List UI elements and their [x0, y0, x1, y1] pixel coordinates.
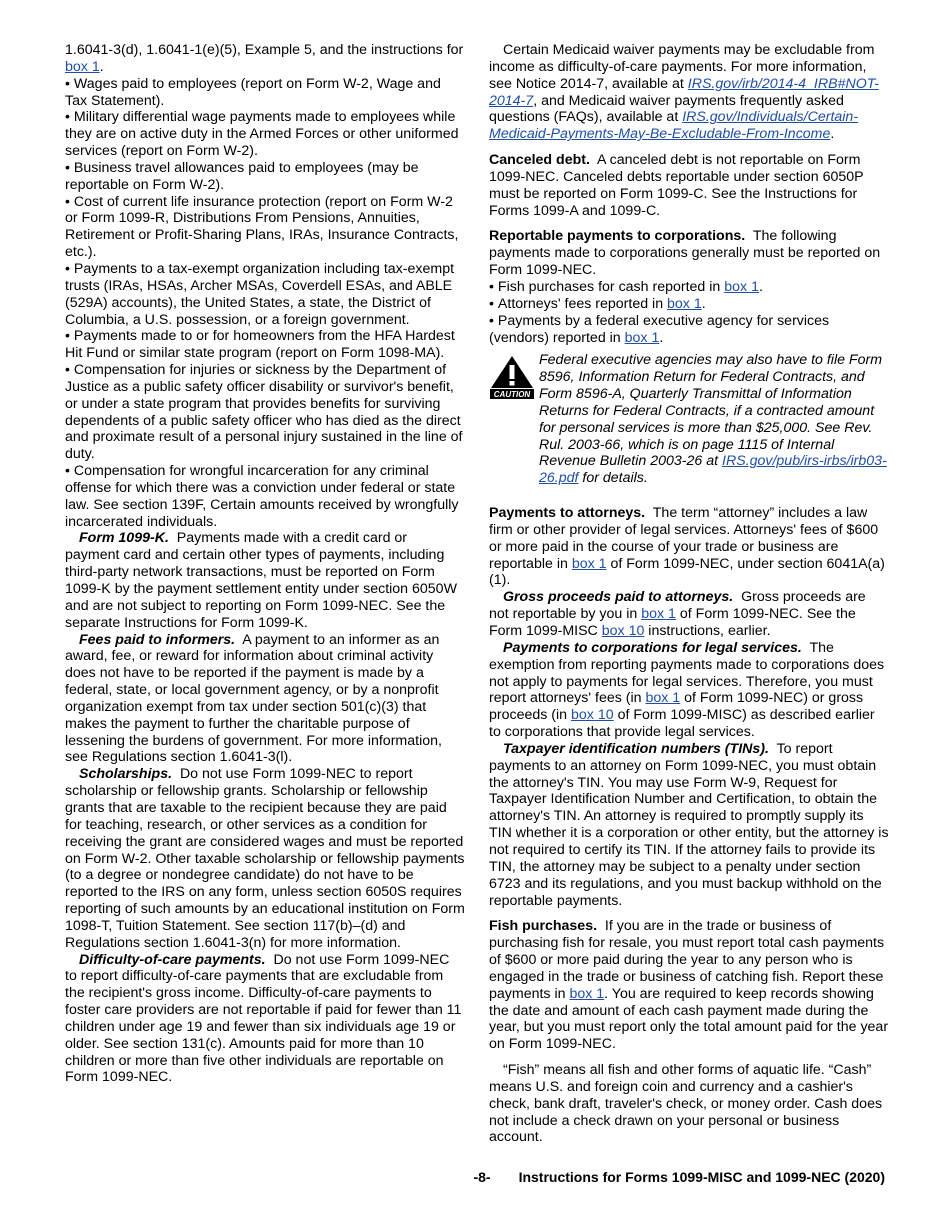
- attorneys-heading: Payments to attorneys.: [489, 505, 646, 522]
- page-footer: [473, 1169, 885, 1185]
- right-column: [489, 42, 889, 1146]
- form-1099k-paragraph: Form 1099-K. Payments made with a credit card or payment card and certain other types of payments, including third-party network transactions, must be reported on Form 1099-K by the payment settlement entity under section 6050W and are not subject to reporting on Form 1099-NEC. See the separate Instructions for Form 1099-K.: [65, 530, 457, 631]
- box-1-link[interactable]: box 1: [624, 329, 660, 346]
- scholarships-heading: Scholarships.: [79, 766, 173, 783]
- left-column: [65, 42, 465, 1086]
- box-1-link[interactable]: box 1: [645, 690, 681, 707]
- box-1-link[interactable]: box 1: [65, 58, 100, 75]
- page-number: -8-: [473, 1169, 491, 1185]
- bullet-item: • Business travel allowances paid to employees (may be reportable on Form W-2).: [65, 160, 465, 194]
- canceled-debt-heading: Canceled debt.: [489, 152, 590, 169]
- legal-services-paragraph: Payments to corporations for legal services. The exemption from reporting payments made to corporations does not apply to payments for legal services. Therefore, you must report attorneys' fees (in box 1 of Form 1099-NEC) or gross proceeds (in box 10 of Form 1099-MISC) as described earlier to corporations that provide legal services.: [489, 639, 885, 741]
- fish-purchases-paragraph: Fish purchases. If you are in the trade or business of purchasing fish for resale, you must report total cash payments of $600 or more paid during the year to any person who is engaged in the trade or business of catching fish. Report these payments in box 1. You are required to keep records showing the date and amount of each cash payment made during the year, but you must report only the total amount paid for the year on Form 1099-NEC.: [489, 918, 889, 1053]
- medicaid-faq-link[interactable]: IRS.gov/Individuals/Certain-Medicaid-Payments-May-Be-Excludable-From-Income: [489, 109, 859, 143]
- reportable-payments-paragraph: Reportable payments to corporations. The following payments made to corporations generally must be reported on Form 1099-NEC.: [489, 228, 881, 279]
- caution-note: CAUTION Federal executive agencies may also have to file Form 8596, Information Return for Federal Contracts, and Form 8596-A, Quarterly Transmittal of Information Returns for Federal Contracts, if a contracted amount for personal services is more than $25,000. See Rev. Rul. 2003-66, which is on page 1115 of Internal Revenue Bulletin 2003-26 at IRS.gov/pub/irs-irbs/irb03-26.pdf for details.: [489, 352, 889, 487]
- box-1-link[interactable]: box 1: [667, 295, 702, 312]
- box-1-link[interactable]: box 1: [571, 555, 607, 572]
- informers-heading: Fees paid to informers.: [79, 631, 236, 648]
- medicaid-paragraph: Certain Medicaid waiver payments may be excludable from income as difficulty-of-care payments. For more information, see Notice 2014-7, available at IRS.gov/irb/2014-4_IRB#NOT-2014-7, and Medicaid waiver payments frequently asked questions (FAQs), available at IRS.gov/Individuals/Certain-Medicaid-Payments-May-Be-Excludable-From-Income.: [489, 42, 879, 143]
- caution-label: CAUTION: [493, 390, 531, 400]
- bullet-item: • Payments by a federal executive agency for services (vendors) reported in box 1.: [489, 313, 889, 347]
- intro-paragraph: 1.6041-3(d), 1.6041-1(e)(5), Example 5, and the instructions for box 1.: [65, 42, 464, 75]
- difficulty-of-care-paragraph: Difficulty-of-care payments. Do not use Form 1099-NEC to report difficulty-of-care payments that are excludable from the recipient's gross income. Difficulty-of-care payments to foster care providers are not reportable if paid for fewer than 11 children under age 19 and fewer than six individuals age 19 or older. See section 131(c). Amounts paid for more than 10 children or more than five other individuals are reportable on Form 1099-NEC.: [65, 951, 462, 1086]
- bullet-item: • Attorneys' fees reported in box 1.: [489, 296, 889, 313]
- gross-proceeds-heading: Gross proceeds paid to attorneys.: [503, 589, 734, 606]
- box-1-link[interactable]: box 1: [724, 278, 759, 295]
- gross-proceeds-paragraph: Gross proceeds paid to attorneys. Gross proceeds are not reportable by you in box 1 of Form 1099-NEC. See the Form 1099-MISC box 10 instructions, earlier.: [489, 589, 866, 639]
- bullet-item: • Military differential wage payments made to employees while they are on active duty in the Armed Forces or other uniformed services (report on Form W-2).: [65, 109, 465, 160]
- irb03-26-link[interactable]: IRS.gov/pub/irs-irbs/irb03-26.pdf: [539, 453, 887, 487]
- bullet-item: • Wages paid to employees (report on Form W-2, Wage and Tax Statement).: [65, 76, 465, 110]
- form-1099k-heading: Form 1099-K.: [79, 530, 169, 547]
- box-10-link[interactable]: box 10: [601, 623, 645, 639]
- notice-2014-7-link[interactable]: IRS.gov/irb/2014-4_IRB#NOT-2014-7: [489, 75, 879, 109]
- bullet-item: • Compensation for injuries or sickness by the Department of Justice as a public safety officer disability or survivor's benefit, or under a state program that provides benefits for surviving dependents of a public safety officer who has died as the direct and proximate result of a personal injury sustained in the line of duty.: [65, 362, 465, 463]
- difficulty-of-care-heading: Difficulty-of-care payments.: [79, 951, 266, 968]
- canceled-debt-paragraph: Canceled debt. A canceled debt is not reportable on Form 1099-NEC. Canceled debts reportable under section 6050P must be reported on Form 1099-C. See the Instructions for Forms 1099-A and 1099-C.: [489, 152, 864, 219]
- document-title: Instructions for Forms 1099-MISC and 1099-NEC (2020): [518, 1169, 885, 1185]
- scholarships-paragraph: Scholarships. Do not use Form 1099-NEC to report scholarship or fellowship grants. Scholarship or fellowship grants that are taxable to the recipient because they are paid for teaching, research, or other services as a condition for receiving the grant are considered wages and must be reported on Form W-2. Other taxable scholarship or fellowship payments (to a degree or nondegree candidate) do not have to be reported to the IRS on any form, unless section 6050S requires reporting of such amounts by an educational institution on Form 1098-T, Tuition Statement. See section 117(b)–(d) and Regulations section 1.6041-3(n) for more information.: [65, 766, 465, 951]
- bullet-item: • Cost of current life insurance protection (report on Form W-2 or Form 1099-R, Distributions From Pensions, Annuities, Retirement or Profit-Sharing Plans, IRAs, Insurance Contracts, etc.).: [65, 194, 465, 261]
- attorneys-paragraph: Payments to attorneys. The term “attorney” includes a law firm or other provider of legal services. Attorneys' fees of $600 or more paid in the course of your trade or business are reportable in box 1 of Form 1099-NEC, under section 6041A(a)(1).: [489, 505, 885, 589]
- informers-paragraph: Fees paid to informers. A payment to an informer as an award, fee, or reward for information about criminal activity does not have to be reported if the payment is made by a federal, state, or local government agency, or by a nonprofit organization exempt from tax under section 501(c)(3) that makes the payment to further the charitable purpose of lessening the burdens of government. For more information, see Regulations section 1.6041-3(l).: [65, 631, 442, 766]
- fish-definition-paragraph: “Fish” means all fish and other forms of aquatic life. “Cash” means U.S. and foreign coin and currency and a cashier's check, bank draft, traveler's check, or money order. Cash does not include a check drawn on your personal or business account.: [489, 1062, 883, 1146]
- tin-heading: Taxpayer identification numbers (TINs).: [503, 740, 769, 757]
- legal-services-heading: Payments to corporations for legal services.: [503, 639, 802, 656]
- box-1-link[interactable]: box 1: [569, 985, 605, 1002]
- tin-paragraph: Taxpayer identification numbers (TINs). To report payments to an attorney on Form 1099-NEC, you must obtain the attorney's TIN. You may use Form W-9, Request for Taxpayer Identification Number and Certification, to obtain the attorney's TIN. An attorney is required to promptly supply its TIN whether it is a corporation or other entity, but the attorney is not required to certify its TIN. If the attorney fails to provide its TIN, the attorney may be subject to a penalty under section 6723 and its regulations, and you must backup withhold on the reportable payments.: [489, 740, 889, 909]
- box-10-link[interactable]: box 10: [571, 707, 614, 724]
- bullet-item: • Compensation for wrongful incarceration for any criminal offense for which there was a conviction under federal or state law. See section 139F, Certain amounts received by wrongfully incarcerated individuals.: [65, 463, 465, 530]
- bullet-item: • Fish purchases for cash reported in box 1.: [489, 279, 889, 296]
- reportable-payments-heading: Reportable payments to corporations.: [489, 228, 746, 245]
- bullet-item: • Payments made to or for homeowners from the HFA Hardest Hit Fund or similar state program (report on Form 1098-MA).: [65, 328, 465, 362]
- caution-icon: [489, 354, 535, 400]
- bullet-item: • Payments to a tax-exempt organization including tax-exempt trusts (IRAs, HSAs, Archer MSAs, Coverdell ESAs, and ABLE (529A) accounts), the United States, a state, the District of Columbia, a U.S. possession, or a foreign government.: [65, 261, 465, 328]
- fish-purchases-heading: Fish purchases.: [489, 918, 598, 935]
- box-1-link[interactable]: box 1: [641, 606, 676, 623]
